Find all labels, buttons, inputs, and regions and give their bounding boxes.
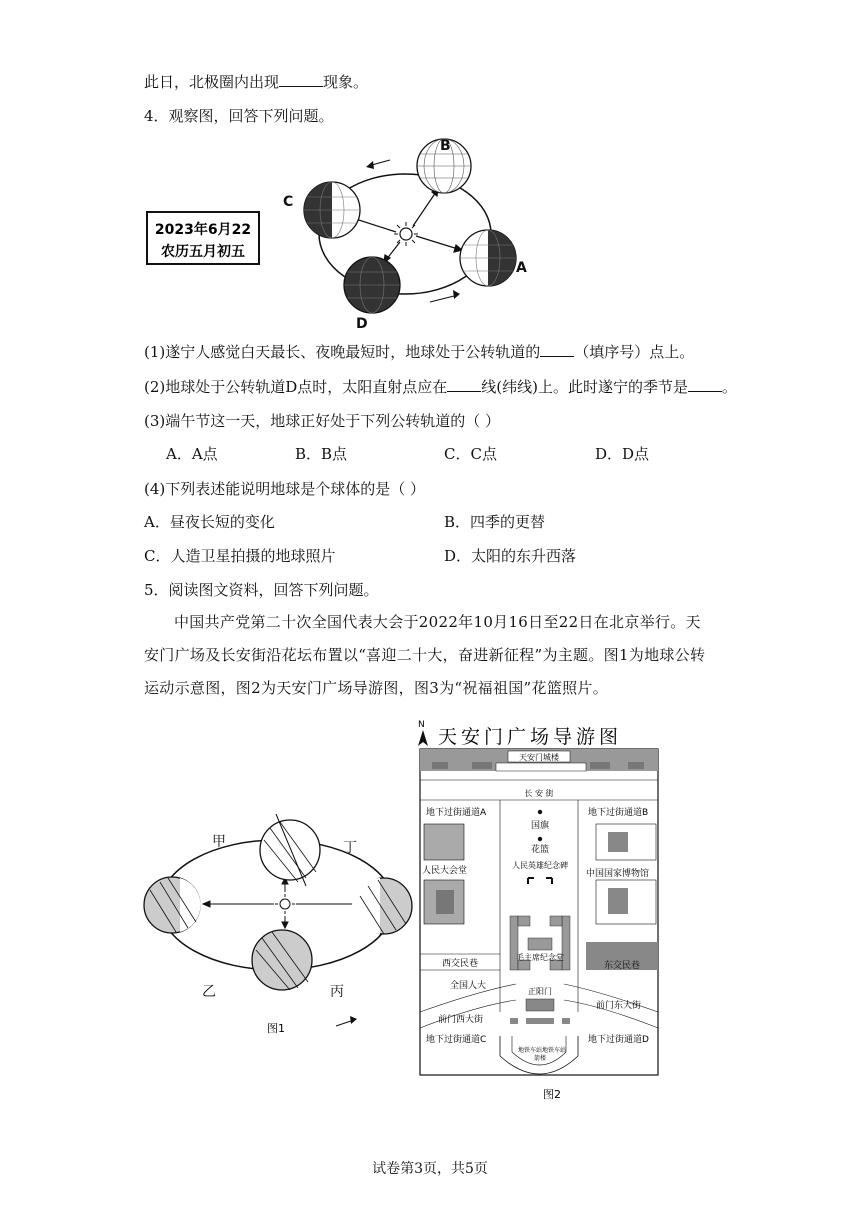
metro-2: 地铁车站 <box>542 1047 567 1054</box>
question-5-title: 5．阅读图文资料，回答下列问题。 <box>144 581 379 599</box>
figure-2 <box>416 716 664 1108</box>
sub-question-2-tail: 。 <box>722 378 738 396</box>
fig2-north-label: N <box>418 720 425 730</box>
sub-question-2 <box>144 377 737 397</box>
option-3-a[interactable]: A．A点 <box>166 445 218 463</box>
npc-label: 全国人大 <box>450 981 487 991</box>
sub-question-2-text: (2)地球处于公转轨道D点时，太阳直射点应在 <box>144 378 448 396</box>
label-d: D <box>356 316 368 330</box>
fig2-caption: 图2 <box>543 1088 561 1101</box>
q3-tail-line <box>144 72 368 92</box>
fig1-earth-top <box>260 814 320 886</box>
sub-question-2-mid: 线(纬线)上。此时遂宁的季节是 <box>481 378 688 396</box>
sun-icon <box>394 222 418 246</box>
sub-question-4: (4)下列表述能说明地球是个球体的是（ ） <box>144 480 426 498</box>
sub-question-1-text: (1)遂宁人感觉白天最长、夜晚最短时，地球处于公转轨道的 <box>144 343 541 361</box>
fig1-earth-bottom <box>252 930 312 990</box>
monument-label: 人民英雄纪念碑 <box>512 861 568 870</box>
west-lane-label: 西交民巷 <box>442 959 479 969</box>
fig1-sun-icon <box>275 894 295 914</box>
option-4-b[interactable]: B．四季的更替 <box>444 513 546 531</box>
q3-tail-end: 现象。 <box>323 73 369 91</box>
tunnel-b: 地下过街通道B <box>588 808 649 818</box>
option-4-d[interactable]: D．太阳的东升西落 <box>444 547 577 565</box>
fig1-earth-right <box>352 878 412 934</box>
answer-blank[interactable] <box>279 72 323 87</box>
option-3-b[interactable]: B．B点 <box>295 445 348 463</box>
hall-label: 人民大会堂 <box>422 866 468 876</box>
east-lane-label: 东交民巷 <box>603 961 641 971</box>
fig1-earth-left <box>144 877 201 933</box>
label-ding: 丁 <box>343 840 357 856</box>
option-3-c[interactable]: C．C点 <box>444 445 497 463</box>
fig2-title: 天安门广场导游图 <box>438 726 623 748</box>
street-label: 长 安 街 <box>524 789 554 798</box>
page-footer: 试卷第3页，共5页 <box>372 1161 488 1177</box>
tunnel-a: 地下过街通道A <box>426 808 487 818</box>
label-c: C <box>283 194 294 210</box>
flag-label: 国旗 <box>530 821 550 831</box>
date-box-line1: 2023年6月22 <box>154 222 252 238</box>
earth-c <box>304 182 360 238</box>
question-5-paragraph <box>144 606 716 705</box>
tunnel-c: 地下过街通道C <box>426 1035 487 1045</box>
label-jia: 甲 <box>212 834 226 850</box>
answer-blank[interactable] <box>447 377 481 392</box>
earth-a <box>460 230 516 286</box>
question-5-text: 中国共产党第二十次全国代表大会于2022年10月16日至22日在北京举行。天安门广场及长安街沿花坛布置以“喜迎二十大，奋进新征程”为主题。图1为地球公转运动示意图，图2为天安门广场导游图，图3为“祝福祖国”花篮照片。 <box>144 613 706 697</box>
earth-d <box>344 257 400 313</box>
tunnel-d: 地下过街通道D <box>588 1035 649 1045</box>
answer-blank[interactable] <box>540 342 574 357</box>
zhengyangmen-label: 正阳门 <box>528 987 552 996</box>
sub-question-3: (3)端午节这一天，地球正好处于下列公转轨道的（ ） <box>144 412 501 430</box>
label-bing: 丙 <box>330 984 344 1000</box>
label-yi: 乙 <box>202 984 216 1000</box>
basket-label: 花篮 <box>530 845 550 855</box>
option-3-d[interactable]: D．D点 <box>595 445 650 463</box>
sub-question-1-tail: （填序号）点上。 <box>574 343 695 361</box>
arrow-tower-label: 箭楼 <box>533 1055 547 1062</box>
orbit-figure <box>140 130 540 330</box>
mausoleum-label: 毛主席纪念堂 <box>516 953 564 962</box>
option-4-c[interactable]: C．人造卫星拍摄的地球照片 <box>144 547 336 565</box>
label-b: B <box>440 138 451 154</box>
label-a: A <box>516 260 527 276</box>
qianmen-west-label: 前门西大街 <box>438 1015 484 1025</box>
fig1-caption: 图1 <box>267 1022 285 1035</box>
option-4-a[interactable]: A．昼夜长短的变化 <box>144 513 275 531</box>
sub-question-1 <box>144 342 694 362</box>
q3-tail-text: 此日，北极圈内出现 <box>144 73 280 91</box>
museum-label: 中国国家博物馆 <box>586 869 650 879</box>
qianmen-east-label: 前门东大街 <box>596 1001 642 1011</box>
metro-1: 地铁车站 <box>518 1047 543 1054</box>
figure-1 <box>140 800 420 1040</box>
question-4-title: 4．观察图，回答下列问题。 <box>144 107 334 125</box>
gate-label: 天安门城楼 <box>519 753 559 762</box>
date-box-line2: 农历五月初五 <box>161 244 245 260</box>
answer-blank[interactable] <box>688 377 722 392</box>
